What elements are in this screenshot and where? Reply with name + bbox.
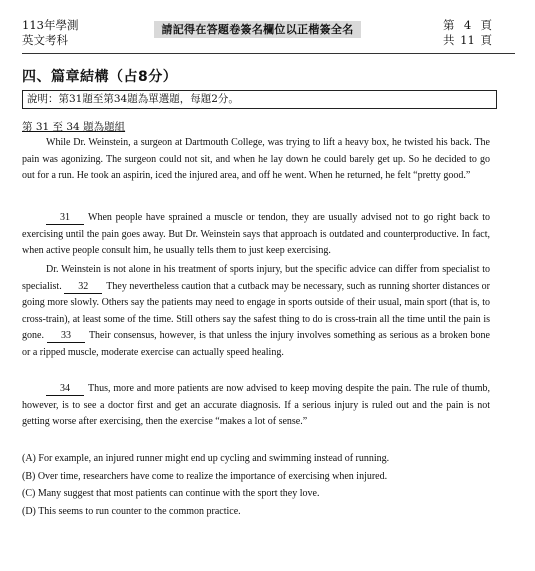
passage-paragraph-3: Dr. Weinstein is not alone in his treatment of sports injury, but the specific advice can differ from specialist to specialist. 32 They nevertheless caution that a cutback may be necessary, such as running shorter distances or going more slowly. Others say the patients may need to engage in sports outside of their usual, main sport (that is, to cross-train), at least some of the time. Still others say the safest thing to do is cross-train all the time until the pain is gone. 33 Their consensus, however, is that unless the injury involves something as serious as a broken bone or a ripped muscle, moderate exercise can actually speed healing.: [22, 264, 491, 358]
option-a: (A) For example, an injured runner might end up cycling and swimming instead of running.: [22, 453, 390, 464]
passage-paragraph-1: While Dr. Weinstein, a surgeon at Dartmouth College, was trying to lift a heavy box, he twisted his back. The pain was agonizing. The surgeon could not sit, and when he lay down he could barely get up. So he decided to go out for a run. He took an aspirin, iced the injured area, and off he went. When he returned, he felt “pretty good.”: [22, 137, 490, 182]
blank-34: 34: [46, 383, 84, 396]
question-group-title: 第 31 至 34 題為題組: [22, 121, 126, 133]
exam-year: 113年學測: [22, 18, 79, 32]
exam-subject: 英文考科: [22, 33, 68, 47]
passage-paragraph-2: 31 When people have sprained a muscle or tendon, they are usually advised not to go right back to exercising until the pain goes away. But Dr. Weinstein says that approach is outdated and counterproductive. In fact, when active people consult him, he usually tells them to just keep exercising.: [22, 212, 490, 257]
option-d: (D) This seems to run counter to the common practice.: [22, 505, 241, 517]
passage-paragraph-4: 34 Thus, more and more patients are now advised to keep moving despite the pain. The rule of thumb, however, is to see a doctor first and get an accurate diagnosis. If a serious injury is ruled out and the pain is not getting worse after exercising, then the exercise “makes a lot of sense.”: [22, 383, 490, 428]
option-c: (C) Many suggest that most patients can continue with the sport they love.: [22, 488, 320, 499]
total-label: 共: [443, 33, 455, 47]
signature-notice: 請記得在答題卷簽名欄位以正楷簽全名: [154, 21, 361, 38]
instructions-box: 說明：第31題至第34題為單選題，每題2分。: [22, 90, 497, 109]
page-unit: 頁: [480, 18, 492, 32]
answer-options: [22, 450, 490, 520]
page-label: 第: [443, 18, 455, 32]
blank-31: 31: [46, 212, 84, 225]
header-divider: [22, 53, 515, 54]
page-number: 4: [463, 18, 472, 32]
header-left: [22, 18, 78, 48]
total-unit: 頁: [480, 33, 492, 47]
blank-32: 32: [64, 281, 102, 294]
page-indicator: [443, 18, 492, 48]
section-title: 四、篇章結構（占8分）: [22, 69, 178, 85]
option-b: (B) Over time, researchers have come to realize the importance of exercising when injured.: [22, 470, 388, 482]
total-pages: 11: [460, 33, 475, 47]
blank-33: 33: [47, 330, 85, 343]
